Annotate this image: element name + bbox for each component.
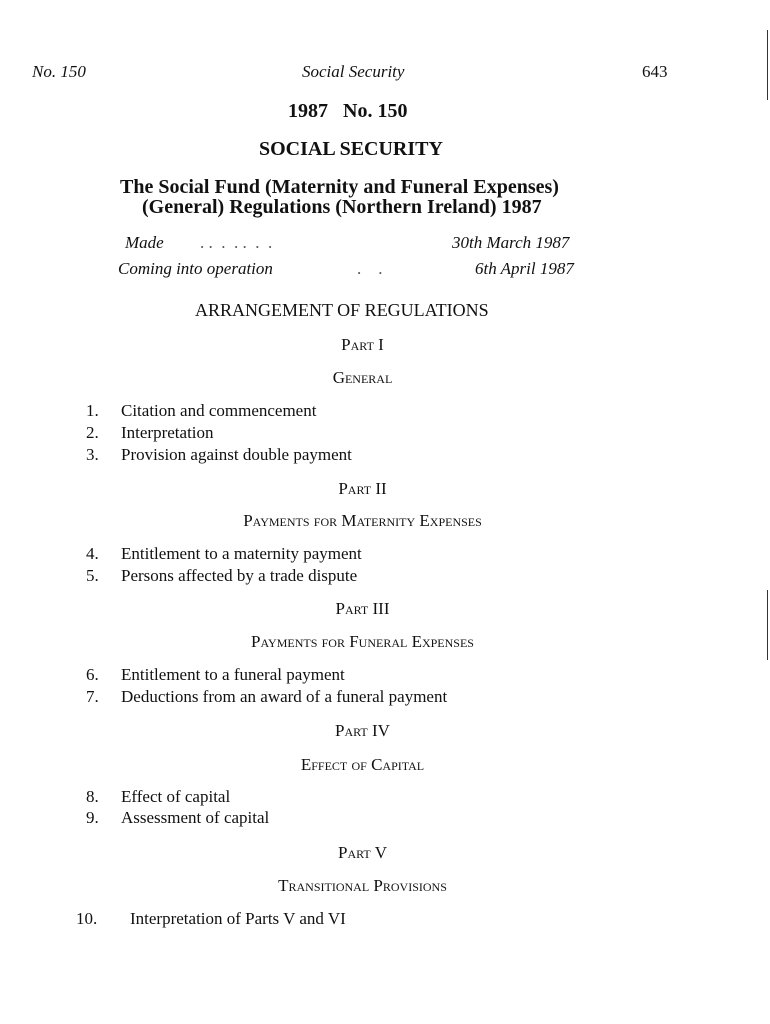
regulation-title: Provision against double payment <box>121 445 352 464</box>
regulation-title: Entitlement to a maternity payment <box>121 544 362 563</box>
regulation-number: 10. <box>76 909 98 928</box>
coming-into-operation-date: 6th April 1987 <box>475 259 574 278</box>
regulation-number: 1. <box>86 401 99 420</box>
regulation-number: 5. <box>86 566 99 585</box>
part-heading: Payments for Maternity Expenses <box>243 511 482 530</box>
part-label: Part I <box>341 335 384 354</box>
header-left: No. 150 <box>32 62 86 81</box>
part-label: Part II <box>338 479 387 498</box>
part-heading: Payments for Funeral Expenses <box>251 632 474 651</box>
regulation-number: 4. <box>86 544 99 563</box>
part-heading: General <box>332 368 393 387</box>
header-page-number: 643 <box>642 62 668 81</box>
part-label: Part III <box>335 599 390 618</box>
regulation-title: Interpretation of Parts V and VI <box>130 909 346 928</box>
regulation-number: 3. <box>86 445 99 464</box>
regulation-number: 6. <box>86 665 99 684</box>
regulation-number: 2. <box>86 423 99 442</box>
coming-into-operation-label: Coming into operation <box>118 259 273 278</box>
made-dots: . . . . . . . <box>200 233 273 252</box>
regulation-title: Deductions from an award of a funeral payment <box>121 687 448 706</box>
scan-edge-mark <box>767 30 768 100</box>
regulation-title: Interpretation <box>121 423 214 442</box>
arrangement-heading: ARRANGEMENT OF REGULATIONS <box>195 300 489 320</box>
title-line-1: The Social Fund (Maternity and Funeral Expenses) <box>120 176 559 198</box>
regulation-title: Persons affected by a trade dispute <box>121 566 358 585</box>
regulation-number: 9. <box>86 808 99 827</box>
regulation-number: 8. <box>86 787 99 806</box>
part-heading: Effect of Capital <box>300 755 425 774</box>
subject-heading: SOCIAL SECURITY <box>259 138 443 160</box>
part-heading: Transitional Provisions <box>278 876 447 895</box>
part-label: Part V <box>338 843 387 862</box>
regulation-title: Citation and commencement <box>121 401 317 420</box>
made-label: Made <box>125 233 164 252</box>
regulation-number: 7. <box>86 687 99 706</box>
regulation-title: Effect of capital <box>121 787 231 806</box>
regulation-title: Assessment of capital <box>121 808 270 827</box>
title-line-2: (General) Regulations (Northern Ireland) 1987 <box>142 196 542 218</box>
part-label: Part IV <box>335 721 390 740</box>
regulation-title: Entitlement to a funeral payment <box>121 665 345 684</box>
made-date: 30th March 1987 <box>452 233 570 252</box>
coming-dots: . . <box>357 259 383 278</box>
header-center: Social Security <box>302 62 405 81</box>
scan-edge-mark <box>767 590 768 660</box>
year-number: 1987 No. 150 <box>288 100 408 122</box>
